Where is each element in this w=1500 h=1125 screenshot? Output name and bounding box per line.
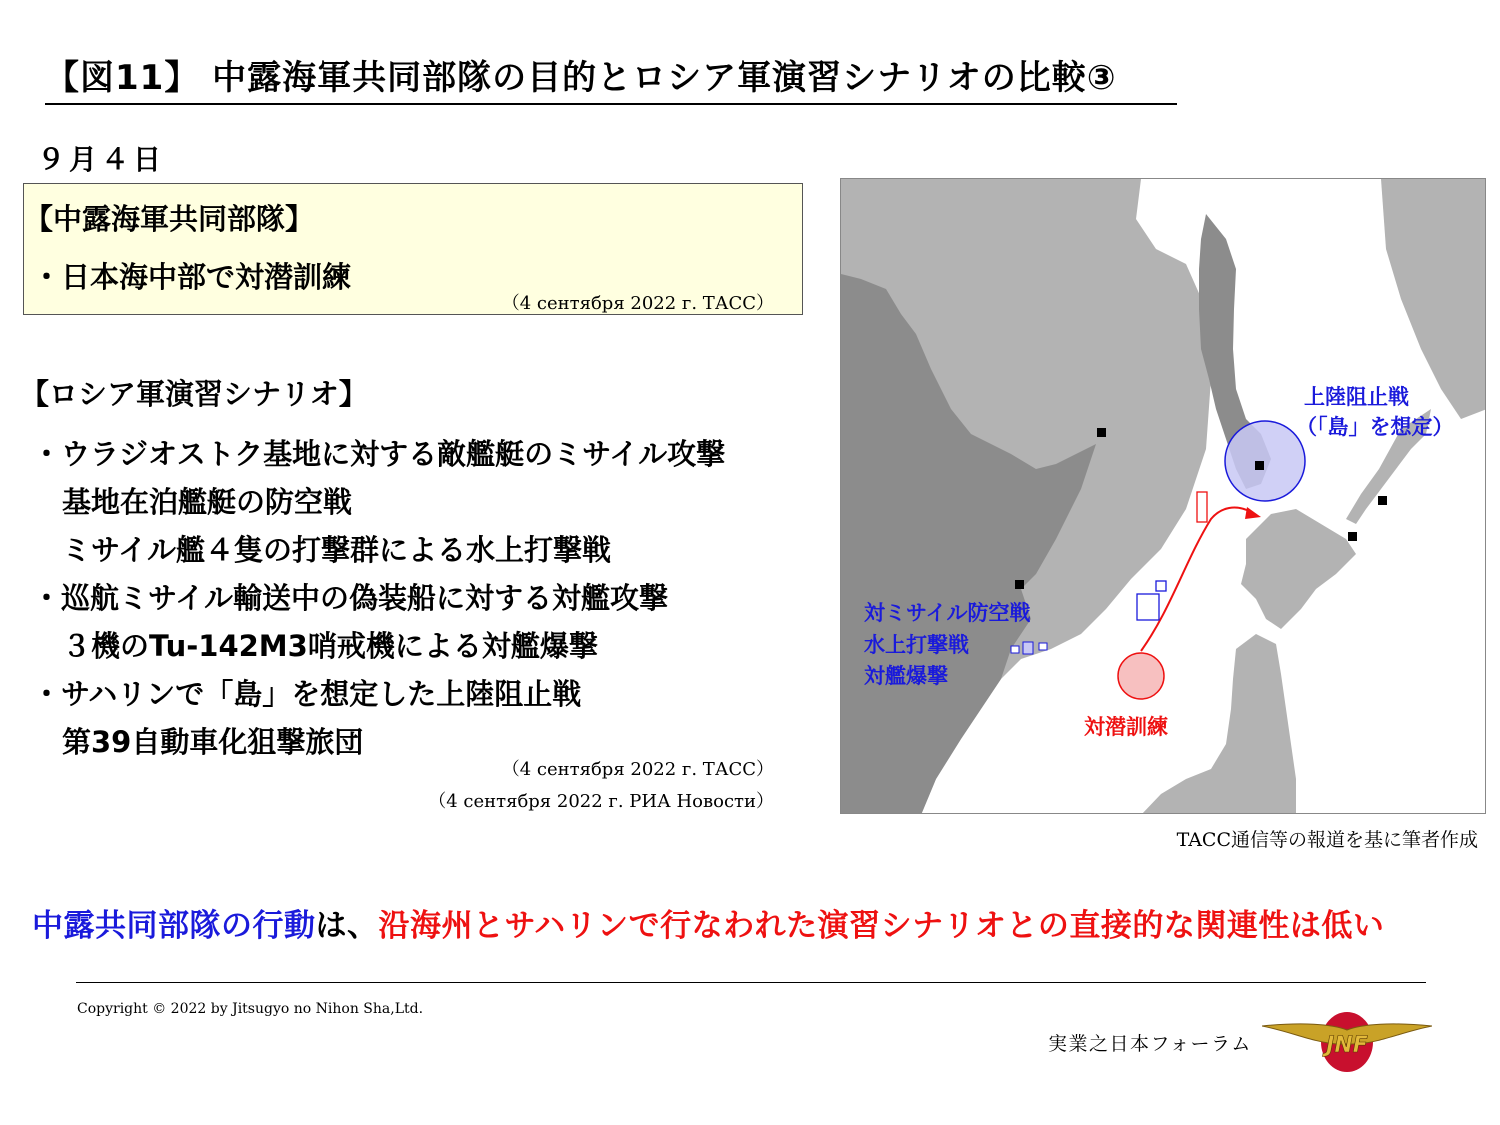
copyright: Copyright © 2022 by Jitsugyo no Nihon Sha,Ltd. [77,1001,424,1017]
joint-force-heading: 【中露海軍共同部隊】 [24,202,315,236]
map-credit: TACC通信等の報道を基に筆者作成 [1176,829,1478,851]
map-label-island: （「島」を想定） [1296,415,1454,439]
map-label-asw: 対潜訓練 [1084,715,1168,739]
scenario-line: ３機のTu-142M3哨戒機による対艦爆撃 [62,629,598,663]
map-label-anti-ship: 対艦爆撃 [864,664,948,688]
joint-force-source: （4 сентября 2022 г. ТАСС） [501,293,774,314]
scenario-line: 基地在泊艦艇の防空戦 [62,485,353,519]
jnf-logo [1262,1012,1432,1078]
location-marker [1348,532,1357,541]
scenario-line: ミサイル艦４隻の打撃群による水上打撃戦 [62,533,611,567]
ship-marker-blue [1023,642,1033,654]
page-title: 【図11】 中露海軍共同部隊の目的とロシア軍演習シナリオの比較③ [45,50,1177,105]
ship-marker-blue [1137,594,1159,620]
map-label-surface-strike: 水上打撃戦 [864,633,969,657]
scenario-heading: 【ロシア軍演習シナリオ】 [20,377,368,411]
map-label-air-defense: 対ミサイル防空戦 [864,601,1031,625]
ship-marker-blue [1156,581,1166,591]
map-panel [840,178,1486,814]
scenario-source-ria: （4 сентября 2022 г. РИА Новости） [428,791,774,812]
location-marker [1255,461,1264,470]
ship-marker-blue [1011,646,1019,653]
date-label: ９月４日 [37,143,166,176]
ship-marker-blue [1039,643,1047,650]
location-marker [1015,580,1024,589]
forum-name: 実業之日本フォーラム [1048,1033,1252,1055]
ship-marker-red [1197,492,1207,522]
conclusion-predicate: 沿海州とサハリンで行なわれた演習シナリオとの直接的な関連性は低い [378,908,1385,944]
conclusion-subject: 中露共同部隊の行動 [32,908,316,944]
landing-zone-circle [1225,421,1305,501]
scenario-source-tass: （4 сентября 2022 г. ТАСС） [501,759,774,780]
location-marker [1378,496,1387,505]
movement-arrow-head [1245,507,1261,519]
jnf-logo-svg [1262,1012,1432,1078]
footer-divider [76,982,1426,983]
hokkaido-island [1241,509,1356,629]
scenario-line: ・巡航ミサイル輸送中の偽装船に対する対艦攻撃 [32,581,668,615]
scenario-line: 第39自動車化狙撃旅団 [62,725,364,759]
scenario-line: ・サハリンで「島」を想定した上陸阻止戦 [32,677,582,711]
asw-zone-circle [1118,653,1164,699]
scenario-line: ・ウラジオストク基地に対する敵艦艇のミサイル攻撃 [32,437,726,471]
logo-lettering: JNF [1326,1033,1368,1058]
joint-force-bullet: ・日本海中部で対潜訓練 [32,260,352,294]
conclusion-particle: は、 [315,908,379,944]
location-marker [1097,428,1106,437]
conclusion [32,900,1384,945]
map-label-landing: 上陸阻止戦 [1304,385,1409,409]
